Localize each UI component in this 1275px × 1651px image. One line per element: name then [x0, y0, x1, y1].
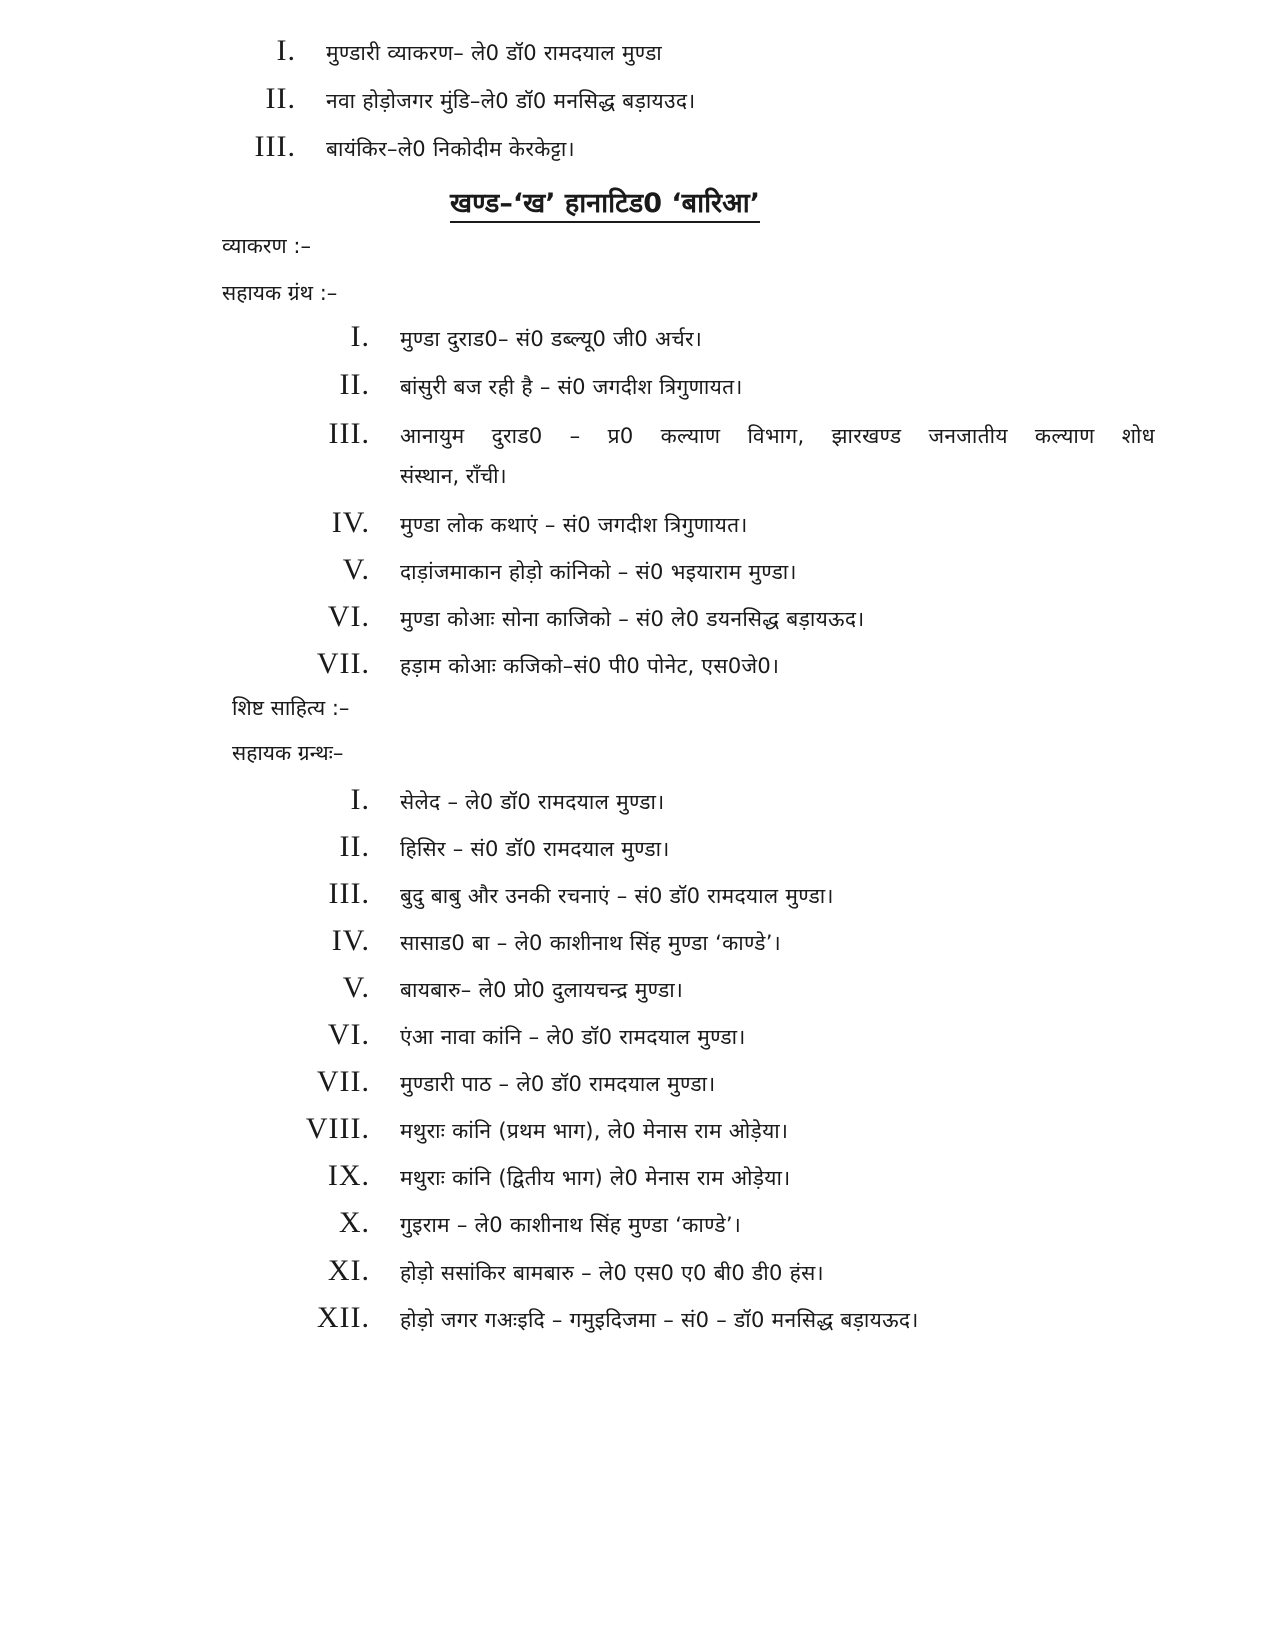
list-text: होड़ो जगर गअःइदि – गमुइदिजमा – सं0 – डॉ0 मनसिद्ध बड़ायऊद। [400, 1308, 919, 1332]
list-text: बायबारु– ले0 प्रो0 दुलायचन्द्र मुण्डा। [400, 978, 684, 1002]
list-text: एंआ नावा कांनि – ले0 डॉ0 रामदयाल मुण्डा। [400, 1025, 746, 1049]
list-text: मुण्डा कोआः सोना काजिको – सं0 ले0 डयनसिद्ध बड़ायऊद। [400, 607, 865, 631]
list-item [285, 971, 683, 1005]
list-number: XI. [327, 1254, 370, 1287]
list-number: XII. [316, 1301, 370, 1334]
list-number: VII. [316, 647, 370, 680]
list-item [285, 783, 664, 817]
list-number: II. [339, 368, 370, 401]
list-number: IV. [331, 924, 370, 957]
list-number: VII. [316, 1065, 370, 1098]
list-text: सासाड0 बा – ले0 काशीनाथ सिंह मुण्डा ‘काण्डे’। [400, 931, 781, 955]
list-text: बायंकिर–ले0 निकोदीम केरकेट्टा। [326, 137, 575, 161]
list-number: V. [342, 971, 370, 1004]
list-text: दाड़ांजमाकान होड़ो कांनिको – सं0 भइयाराम मुण्डा। [400, 560, 797, 584]
list-text: हड़ाम कोआः कजिको–सं0 पी0 पोनेट, एस0जे0। [400, 654, 780, 678]
list-item [285, 877, 834, 911]
literature-refs-label: सहायक ग्रन्थः– [232, 741, 344, 765]
list-number: I. [350, 320, 370, 353]
list-number: IX. [327, 1159, 370, 1192]
list-item [285, 600, 865, 634]
list-text: मुण्डा दुराड0– सं0 डब्ल्यू0 जी0 अर्चर। [400, 327, 703, 351]
list-text: गुइराम – ले0 काशीनाथ सिंह मुण्डा ‘काण्डे’। [400, 1213, 742, 1237]
list-item [285, 1159, 790, 1193]
list-number: IV. [331, 506, 370, 539]
list-item [285, 320, 702, 354]
list-item [285, 1112, 788, 1146]
list-number: VI. [327, 600, 370, 633]
list-item [285, 417, 1155, 451]
list-item [285, 1018, 746, 1052]
list-number: III. [328, 877, 370, 910]
list-item [285, 1206, 741, 1240]
list-item [285, 647, 779, 681]
list-item [240, 130, 575, 164]
list-text: मथुराः कांनि (द्वितीय भाग) ले0 मेनास राम ओड़ेया। [400, 1166, 791, 1190]
list-item [285, 506, 748, 540]
list-item [240, 34, 662, 68]
list-item [285, 830, 670, 864]
list-text: मथुराः कांनि (प्रथम भाग), ले0 मेनास राम ओड़ेया। [400, 1119, 789, 1143]
list-item [285, 924, 781, 958]
grammar-refs-label: सहायक ग्रंथ :– [222, 281, 338, 305]
list-number: II. [339, 830, 370, 863]
literature-label: शिष्ट साहित्य :– [232, 696, 350, 720]
list-number: I. [276, 34, 296, 67]
list-item [285, 553, 797, 587]
list-item [240, 82, 696, 116]
section-heading: खण्ड–‘ख’ हानाटिड0 ‘बारिआ’ [450, 188, 760, 223]
list-text: मुण्डारी व्याकरण– ले0 डॉ0 रामदयाल मुण्डा [326, 41, 663, 65]
list-text: बांसुरी बज रही है – सं0 जगदीश त्रिगुणायत। [400, 375, 743, 399]
list-number: III. [328, 417, 370, 450]
list-item [285, 368, 743, 402]
list-text-continuation: संस्थान, राँची। [400, 464, 507, 488]
list-item [285, 1301, 919, 1335]
grammar-label: व्याकरण :– [222, 234, 311, 258]
list-item [285, 1065, 716, 1099]
list-item [285, 1254, 824, 1288]
list-number: X. [338, 1206, 370, 1239]
list-text: आनायुम दुराड0 – प्र0 कल्याण विभाग, झारखण्ड जनजातीय कल्याण शोध [400, 424, 1155, 448]
list-text: हिसिर – सं0 डॉ0 रामदयाल मुण्डा। [400, 837, 670, 861]
list-text: मुण्डारी पाठ – ले0 डॉ0 रामदयाल मुण्डा। [400, 1072, 716, 1096]
list-text: नवा होड़ोजगर मुंडि–ले0 डॉ0 मनसिद्ध बड़ायउद। [326, 89, 696, 113]
list-number: V. [342, 553, 370, 586]
list-number: III. [254, 130, 296, 163]
list-number: VIII. [305, 1112, 370, 1145]
list-text: सेलेद – ले0 डॉ0 रामदयाल मुण्डा। [400, 790, 665, 814]
list-text: मुण्डा लोक कथाएं – सं0 जगदीश त्रिगुणायत। [400, 513, 748, 537]
list-number: VI. [327, 1018, 370, 1051]
list-text: बुदु बाबु और उनकी रचनाएं – सं0 डॉ0 रामदयाल मुण्डा। [400, 884, 834, 908]
list-text: होड़ो ससांकिर बामबारु – ले0 एस0 ए0 बी0 डी0 हंस। [400, 1261, 824, 1285]
list-number: II. [265, 82, 296, 115]
list-number: I. [350, 783, 370, 816]
